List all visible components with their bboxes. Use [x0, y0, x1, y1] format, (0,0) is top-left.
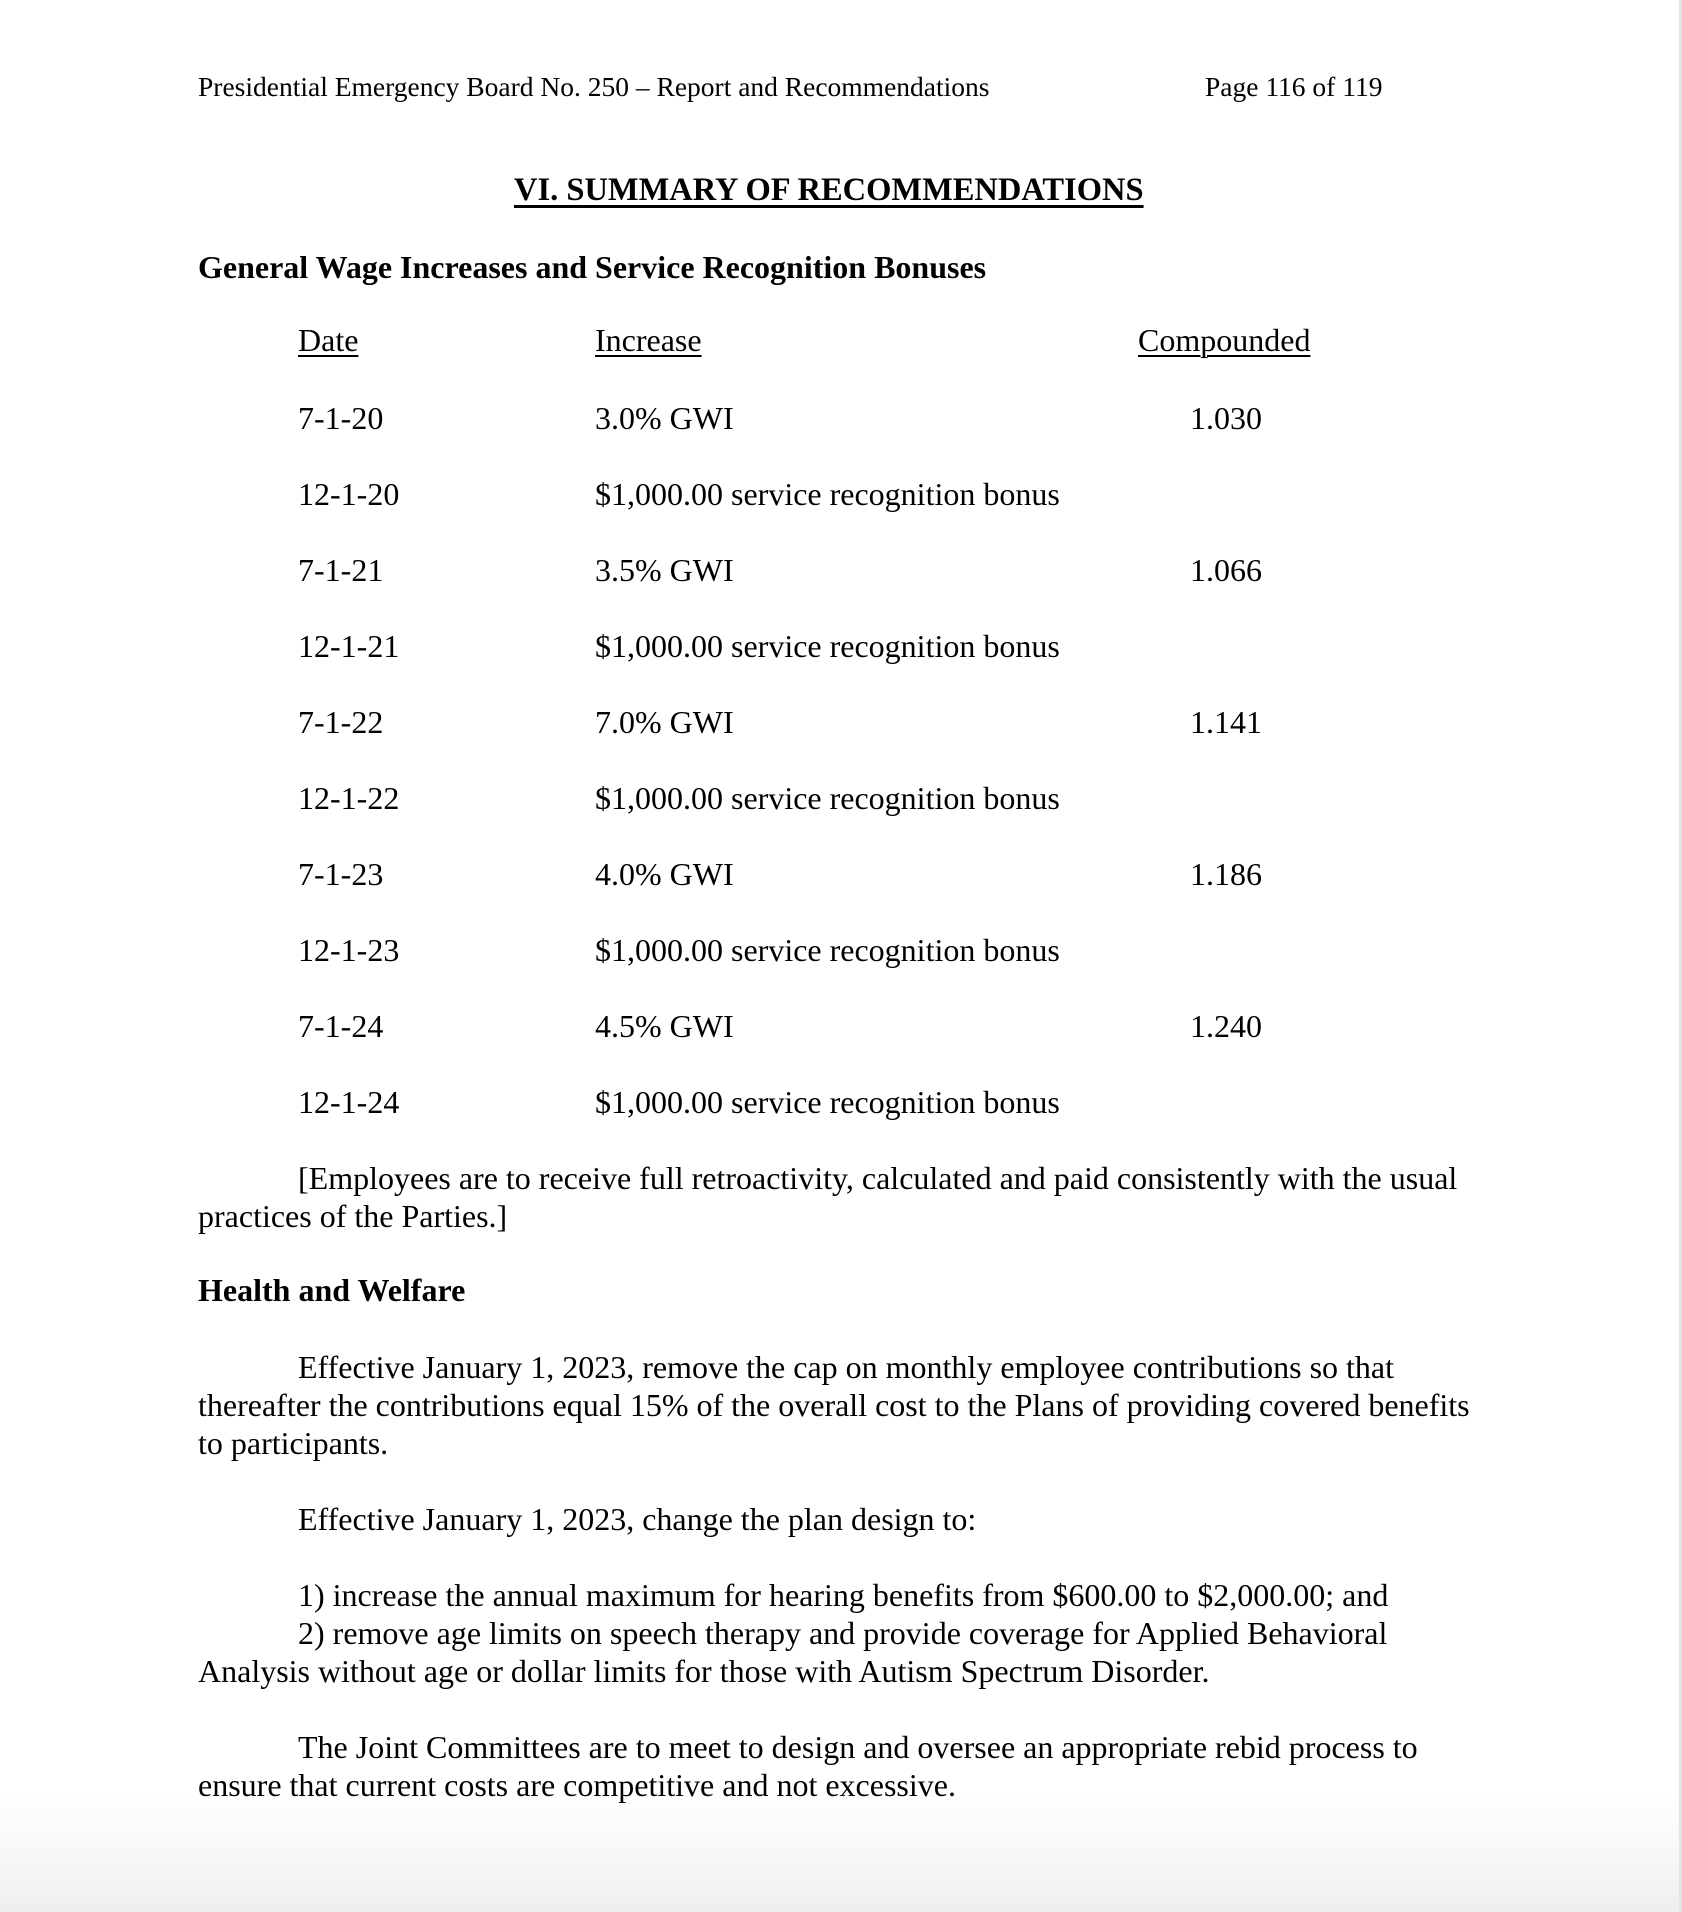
row-date: 7-1-20 — [298, 400, 384, 436]
row-increase: 7.0% GWI — [595, 704, 734, 740]
row-compounded: 1.141 — [1190, 704, 1262, 740]
row-date: 12-1-21 — [298, 628, 400, 664]
health-paragraph-2: Effective January 1, 2023, change the plan design to: — [298, 1501, 977, 1537]
row-date: 12-1-20 — [298, 476, 400, 512]
row-date: 7-1-21 — [298, 552, 384, 588]
row-date: 12-1-24 — [298, 1084, 400, 1120]
plan-design-item-2: 2) remove age limits on speech therapy and provide coverage for Applied Behavioral Analysis without age or dollar limits for those with Autism Spectrum Disorder. — [198, 1615, 1388, 1689]
row-date: 7-1-22 — [298, 704, 384, 740]
row-increase: $1,000.00 service recognition bonus — [595, 476, 1060, 512]
row-increase: $1,000.00 service recognition bonus — [595, 1084, 1060, 1120]
row-increase: $1,000.00 service recognition bonus — [595, 932, 1060, 968]
row-increase: 4.5% GWI — [595, 1008, 734, 1044]
health-paragraph-1: Effective January 1, 2023, remove the cap on monthly employee contributions so that thereafter the contributions equal 15% of the overall cost to the Plans of providing covered benefits to participants. — [198, 1349, 1470, 1461]
row-increase: 3.5% GWI — [595, 552, 734, 588]
health-paragraph-3: The Joint Committees are to meet to design and oversee an appropriate rebid process to ensure that current costs are competitive and not excessive. — [198, 1729, 1418, 1803]
wages-heading: General Wage Increases and Service Recognition Bonuses — [198, 249, 987, 285]
row-date: 7-1-24 — [298, 1008, 384, 1044]
column-header-increase: Increase — [595, 322, 702, 358]
row-increase: 4.0% GWI — [595, 856, 734, 892]
column-header-compounded: Compounded — [1138, 322, 1311, 358]
retroactivity-note: [Employees are to receive full retroactivity, calculated and paid consistently with the usual practices of the Parties.] — [198, 1160, 1458, 1234]
row-date: 12-1-22 — [298, 780, 400, 816]
row-compounded: 1.030 — [1190, 400, 1262, 436]
row-compounded: 1.186 — [1190, 856, 1262, 892]
row-date: 7-1-23 — [298, 856, 384, 892]
page-indicator: Page 116 of 119 — [1205, 71, 1383, 102]
health-heading: Health and Welfare — [198, 1272, 466, 1308]
running-header-title: Presidential Emergency Board No. 250 – Report and Recommendations — [198, 71, 990, 102]
row-compounded: 1.240 — [1190, 1008, 1262, 1044]
row-increase: $1,000.00 service recognition bonus — [595, 628, 1060, 664]
row-compounded: 1.066 — [1190, 552, 1262, 588]
row-increase: $1,000.00 service recognition bonus — [595, 780, 1060, 816]
column-header-date: Date — [298, 322, 359, 358]
row-increase: 3.0% GWI — [595, 400, 734, 436]
section-title: VI. SUMMARY OF RECOMMENDATIONS — [514, 172, 1144, 208]
plan-design-item-1: 1) increase the annual maximum for hearing benefits from $600.00 to $2,000.00; and — [298, 1577, 1389, 1613]
row-date: 12-1-23 — [298, 932, 400, 968]
